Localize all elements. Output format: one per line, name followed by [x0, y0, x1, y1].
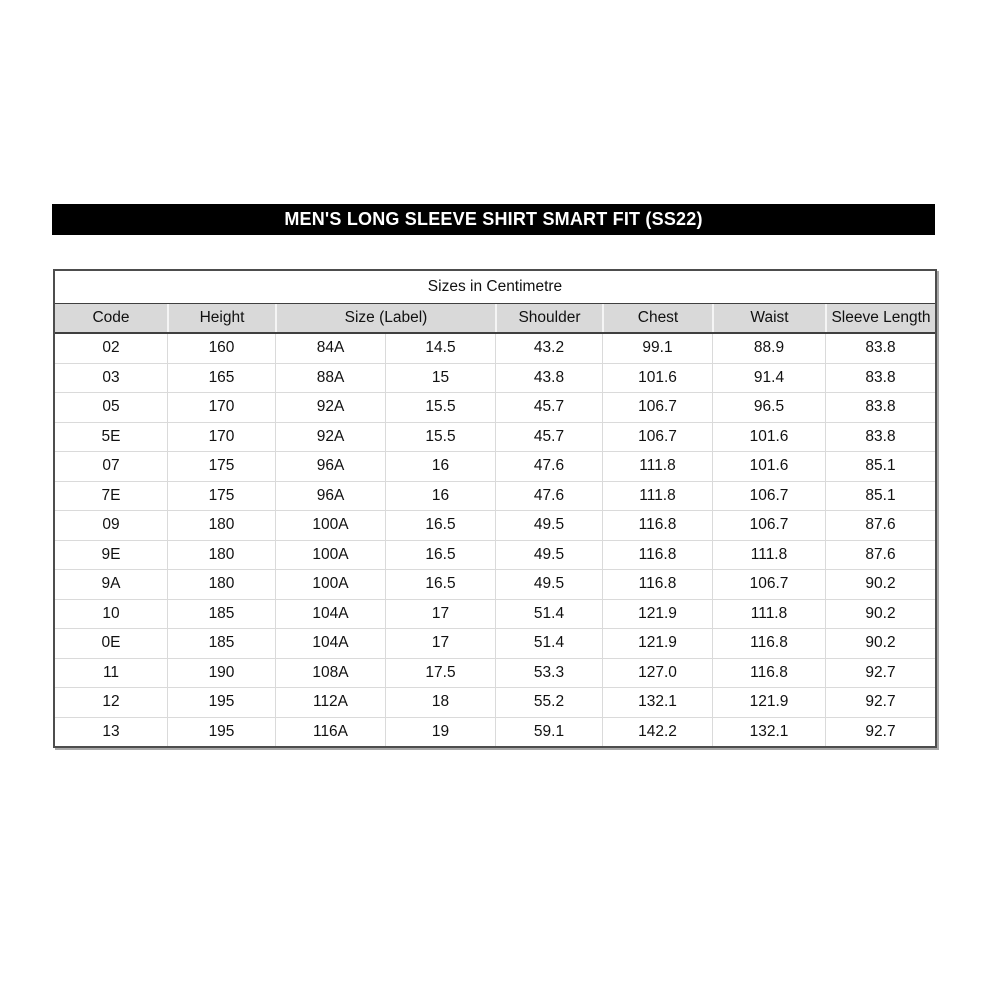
- title-banner-text: MEN'S LONG SLEEVE SHIRT SMART FIT (SS22): [284, 209, 703, 229]
- table-cell: 111.8: [712, 600, 825, 629]
- column-header-size-label: Size (Label): [275, 304, 495, 332]
- table-cell: 170: [167, 423, 275, 452]
- table-cell: 49.5: [495, 511, 602, 540]
- table-cell: 85.1: [825, 452, 935, 481]
- table-cell: 83.8: [825, 423, 935, 452]
- table-row: [55, 658, 935, 688]
- table-cell: 112A: [275, 688, 385, 717]
- table-row: [55, 334, 935, 363]
- table-cell: 175: [167, 482, 275, 511]
- table-cell: 17: [385, 600, 495, 629]
- table-cell: 15.5: [385, 423, 495, 452]
- table-cell: 83.8: [825, 334, 935, 363]
- table-cell: 10: [102, 604, 120, 622]
- table-cell: 17.5: [385, 659, 495, 688]
- table-cell: 180: [167, 570, 275, 599]
- table-cell: 92.7: [825, 688, 935, 717]
- table-cell: 106.7: [712, 570, 825, 599]
- table-cell: 11: [102, 663, 120, 681]
- table-cell: 16.5: [385, 570, 495, 599]
- table-cell: 16.5: [385, 511, 495, 540]
- table-cell: 13: [102, 722, 120, 740]
- table-cell: 92.7: [825, 659, 935, 688]
- table-cell: 16: [385, 452, 495, 481]
- table-cell: 170: [167, 393, 275, 422]
- table-cell: 88.9: [712, 334, 825, 363]
- table-row: [55, 687, 935, 717]
- table-cell: 90.2: [825, 629, 935, 658]
- table-cell: 16: [385, 482, 495, 511]
- table-cell: 132.1: [712, 718, 825, 747]
- table-cell: 190: [167, 659, 275, 688]
- table-cell: 87.6: [825, 511, 935, 540]
- table-cell: 100A: [275, 511, 385, 540]
- table-cell: 180: [167, 541, 275, 570]
- table-cell: 45.7: [495, 393, 602, 422]
- table-cell: 100A: [275, 541, 385, 570]
- table-cell: 185: [167, 600, 275, 629]
- column-header-waist: Waist: [712, 304, 825, 332]
- table-row: [55, 628, 935, 658]
- table-cell: 07: [102, 457, 120, 475]
- column-header-chest: Chest: [602, 304, 712, 332]
- table-cell: 90.2: [825, 570, 935, 599]
- table-cell: 101.6: [712, 452, 825, 481]
- table-cell: 195: [167, 688, 275, 717]
- table-row: [55, 599, 935, 629]
- table-cell: 111.8: [602, 452, 712, 481]
- table-cell: 121.9: [712, 688, 825, 717]
- table-cell: 88A: [275, 364, 385, 393]
- column-header-sleeve-length: Sleeve Length: [825, 304, 935, 332]
- table-cell: 9E: [101, 545, 121, 563]
- table-cell: 185: [167, 629, 275, 658]
- table-cell: 116.8: [602, 541, 712, 570]
- table-cell: 116A: [275, 718, 385, 747]
- table-cell: 5E: [101, 427, 121, 445]
- table-cell: 53.3: [495, 659, 602, 688]
- table-cell: 90.2: [825, 600, 935, 629]
- table-cell: 9A: [101, 575, 121, 593]
- table-cell: 43.2: [495, 334, 602, 363]
- table-cell: 116.8: [602, 511, 712, 540]
- table-cell: 96A: [275, 452, 385, 481]
- table-cell: 92.7: [825, 718, 935, 747]
- column-header-shoulder: Shoulder: [495, 304, 602, 332]
- table-row: [55, 481, 935, 511]
- table-cell: 49.5: [495, 541, 602, 570]
- table-cell: 111.8: [602, 482, 712, 511]
- table-cell: 84A: [275, 334, 385, 363]
- table-cell: 160: [167, 334, 275, 363]
- table-cell: 05: [102, 398, 120, 416]
- table-cell: 106.7: [712, 482, 825, 511]
- table-row: [55, 540, 935, 570]
- table-cell: 02: [102, 339, 120, 357]
- table-cell: 18: [385, 688, 495, 717]
- table-row: [55, 451, 935, 481]
- table-cell: 85.1: [825, 482, 935, 511]
- size-chart-table: [53, 269, 937, 748]
- table-cell: 14.5: [385, 334, 495, 363]
- table-cell: 7E: [101, 486, 121, 504]
- title-banner: [52, 204, 935, 235]
- column-header-height: Height: [167, 304, 275, 332]
- table-cell: 132.1: [602, 688, 712, 717]
- table-cell: 121.9: [602, 629, 712, 658]
- table-cell: 96.5: [712, 393, 825, 422]
- table-cell: 47.6: [495, 482, 602, 511]
- table-cell: 175: [167, 452, 275, 481]
- table-cell: 106.7: [602, 393, 712, 422]
- table-cell: 51.4: [495, 600, 602, 629]
- table-cell: 0E: [101, 634, 121, 652]
- table-row: [55, 569, 935, 599]
- table-row: [55, 392, 935, 422]
- table-cell: 12: [102, 693, 120, 711]
- table-caption: Sizes in Centimetre: [55, 271, 935, 304]
- table-cell: 106.7: [602, 423, 712, 452]
- table-cell: 127.0: [602, 659, 712, 688]
- table-cell: 99.1: [602, 334, 712, 363]
- table-cell: 45.7: [495, 423, 602, 452]
- table-cell: 108A: [275, 659, 385, 688]
- column-header-code: Code: [92, 309, 130, 326]
- table-cell: 101.6: [712, 423, 825, 452]
- table-cell: 15: [385, 364, 495, 393]
- table-cell: 142.2: [602, 718, 712, 747]
- table-cell: 96A: [275, 482, 385, 511]
- table-cell: 91.4: [712, 364, 825, 393]
- table-cell: 92A: [275, 423, 385, 452]
- table-cell: 104A: [275, 600, 385, 629]
- table-cell: 121.9: [602, 600, 712, 629]
- table-cell: 165: [167, 364, 275, 393]
- table-cell: 87.6: [825, 541, 935, 570]
- table-cell: 106.7: [712, 511, 825, 540]
- table-header-row: [55, 304, 935, 334]
- table-cell: 55.2: [495, 688, 602, 717]
- table-cell: 03: [102, 368, 120, 386]
- table-cell: 116.8: [602, 570, 712, 599]
- table-cell: 195: [167, 718, 275, 747]
- table-cell: 49.5: [495, 570, 602, 599]
- table-cell: 92A: [275, 393, 385, 422]
- table-cell: 47.6: [495, 452, 602, 481]
- table-cell: 116.8: [712, 659, 825, 688]
- table-cell: 16.5: [385, 541, 495, 570]
- table-row: [55, 363, 935, 393]
- table-cell: 17: [385, 629, 495, 658]
- table-row: [55, 422, 935, 452]
- table-cell: 59.1: [495, 718, 602, 747]
- table-cell: 180: [167, 511, 275, 540]
- table-cell: 43.8: [495, 364, 602, 393]
- table-cell: 116.8: [712, 629, 825, 658]
- table-row: [55, 717, 935, 747]
- table-cell: 111.8: [712, 541, 825, 570]
- table-cell: 19: [385, 718, 495, 747]
- table-body: [55, 334, 935, 746]
- table-cell: 101.6: [602, 364, 712, 393]
- table-cell: 51.4: [495, 629, 602, 658]
- table-cell: 104A: [275, 629, 385, 658]
- table-cell: 83.8: [825, 393, 935, 422]
- table-row: [55, 510, 935, 540]
- table-cell: 83.8: [825, 364, 935, 393]
- table-cell: 09: [102, 516, 120, 534]
- table-cell: 15.5: [385, 393, 495, 422]
- table-cell: 100A: [275, 570, 385, 599]
